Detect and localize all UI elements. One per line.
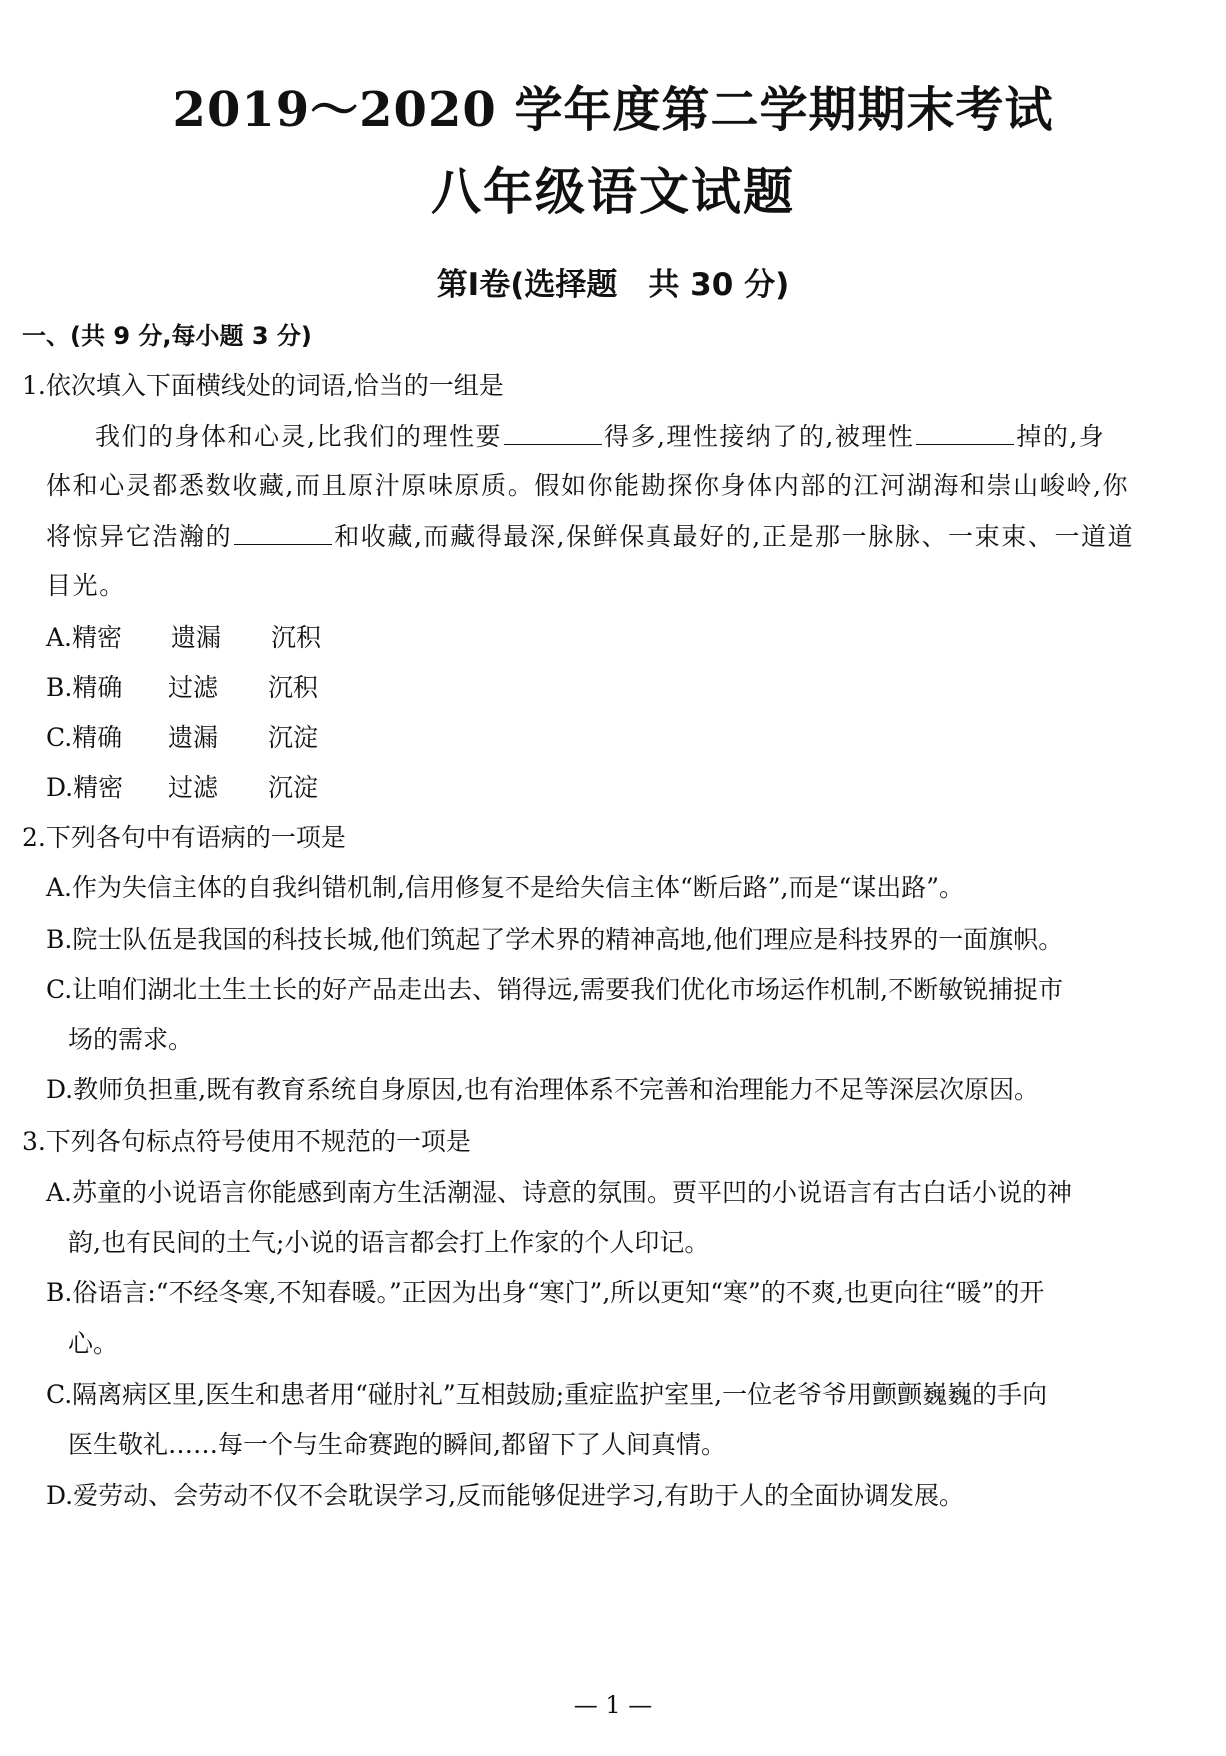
q1-passage-line3	[46, 518, 1208, 555]
option-word: C.精确	[46, 723, 123, 752]
q2-option-a: A.作为失信主体的自我纠错机制,信用修复不是给失信主体“断后路”,而是“谋出路”。	[46, 873, 965, 902]
option-word: 过滤	[168, 773, 219, 802]
option-word: 遗漏	[171, 623, 222, 652]
q2-option-d: D.教师负担重,既有教育系统自身原因,也有治理体系不完善和治理能力不足等深层次原因。	[46, 1075, 1039, 1104]
q1-passage-text: 将惊异它浩瀚的	[46, 522, 233, 551]
answer-blank	[234, 518, 332, 545]
exam-subtitle: 八年级语文试题	[431, 162, 795, 221]
option-word: 过滤	[168, 673, 219, 702]
q3-option-a: A.苏童的小说语言你能感到南方生活潮湿、诗意的氛围。贾平凹的小说语言有古白话小说的神	[46, 1178, 1073, 1207]
answer-blank	[916, 418, 1014, 445]
q3-option-d: D.爱劳动、会劳动不仅不会耽误学习,反而能够促进学习,有助于人的全面协调发展。	[46, 1481, 964, 1510]
option-word: 沉淀	[268, 723, 319, 752]
exam-title: 2019～2020 学年度第二学期期末考试	[172, 82, 1054, 138]
option-word: 沉淀	[268, 773, 319, 802]
option-word: 遗漏	[168, 723, 219, 752]
page-number: — 1 —	[573, 1691, 653, 1719]
q1-passage-line4: 目光。	[46, 571, 126, 600]
q1-option-a	[46, 620, 1208, 656]
q1-passage-text: 得多,理性接纳了的,被理性	[603, 422, 915, 451]
option-word: 沉积	[271, 623, 322, 652]
q3-option-c-cont: 医生敬礼……每一个与生命赛跑的瞬间,都留下了人间真情。	[68, 1430, 726, 1459]
option-word: B.精确	[46, 673, 123, 702]
q2-option-c: C.让咱们湖北土生土长的好产品走出去、销得远,需要我们优化市场运作机制,不断敏锐捕捉市	[46, 975, 1064, 1004]
q3-option-c: C.隔离病区里,医生和患者用“碰肘礼”互相鼓励;重症监护室里,一位老爷爷用颤颤巍巍的手向	[46, 1380, 1048, 1409]
q1-passage-line2: 体和心灵都悉数收藏,而且原汁原味原质。假如你能勘探你身体内部的江河湖海和崇山峻岭,你	[46, 471, 1130, 500]
q3-option-b: B.俗语言:“不经冬寒,不知春暖。”正因为出身“寒门”,所以更知“寒”的不爽,也更向往“暖”的开	[46, 1278, 1045, 1307]
q3-option-b-cont: 心。	[68, 1329, 119, 1358]
q1-option-b	[46, 670, 1208, 706]
q3-stem: 3.下列各句标点符号使用不规范的一项是	[22, 1127, 471, 1156]
option-word: A.精密	[46, 623, 123, 652]
answer-blank	[504, 418, 602, 445]
section-title: 第Ⅰ卷(选择题 共 30 分)	[436, 267, 790, 303]
q2-stem: 2.下列各句中有语病的一项是	[22, 823, 346, 852]
q2-option-b: B.院士队伍是我国的科技长城,他们筑起了学术界的精神高地,他们理应是科技界的一面旗帜。	[46, 925, 1064, 954]
option-word: D.精密	[46, 773, 124, 802]
q1-passage-line1	[95, 418, 1208, 455]
part-heading: 一、(共 9 分,每小题 3 分)	[22, 322, 312, 350]
q1-option-c	[46, 720, 1208, 756]
q1-passage-text: 掉的,身	[1016, 422, 1106, 451]
q1-option-d	[46, 770, 1208, 806]
q1-stem: 1.依次填入下面横线处的词语,恰当的一组是	[22, 371, 504, 400]
q3-option-a-cont: 韵,也有民间的土气;小说的语言都会打上作家的个人印记。	[68, 1228, 710, 1257]
option-word: 沉积	[268, 673, 319, 702]
q2-option-c-cont: 场的需求。	[68, 1025, 194, 1054]
q1-passage-text: 和收藏,而藏得最深,保鲜保真最好的,正是那一脉脉、一束束、一道道	[334, 522, 1135, 551]
q1-passage-text: 我们的身体和心灵,比我们的理性要	[95, 422, 502, 451]
